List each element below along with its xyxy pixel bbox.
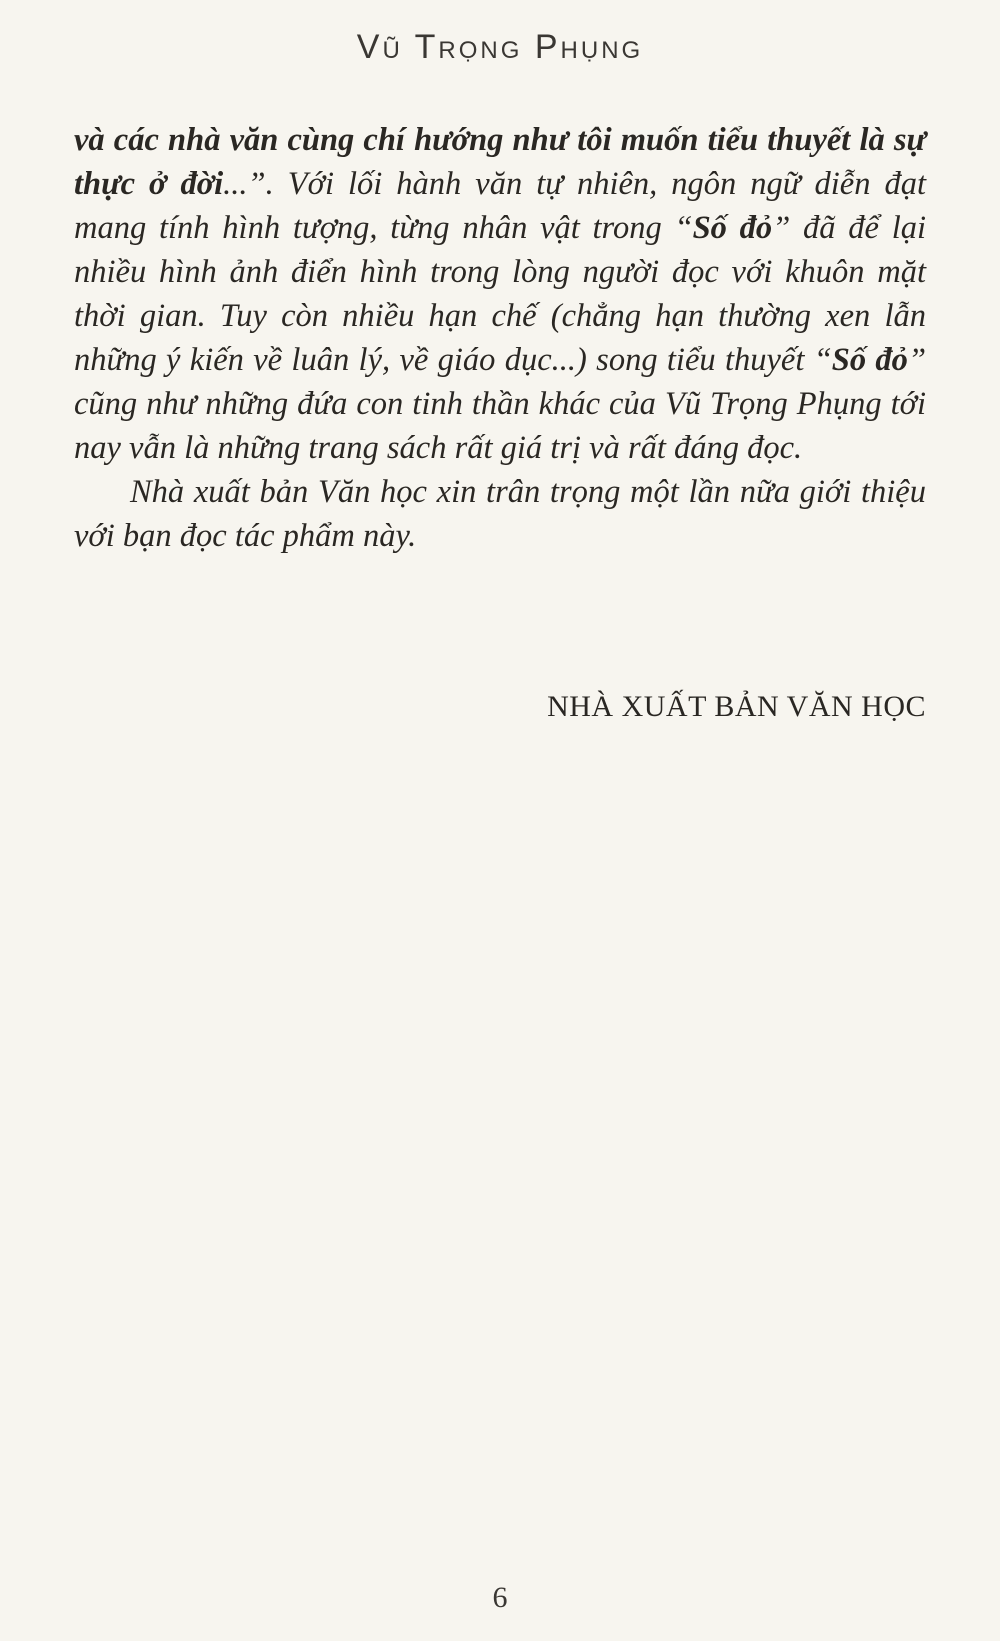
- paragraph-1-text-c: ” cũng như những đứa con tinh thần khác của Vũ Trọng Phụng tới nay vẫn là những trang sách rất giá trị và rất đáng đọc.: [74, 342, 927, 466]
- book-title: Số đỏ: [692, 210, 773, 246]
- page-number: 6: [492, 1581, 508, 1614]
- paragraph-1-text-b: ” đã để lại nhiều hình ảnh điển hình trong lòng người đọc với khuôn mặt thời gian. Tuy còn nhiều hạn chế (chẳng hạn thường xen lẫn những ý kiến về luân lý, về giáo dục...) song tiểu thuyết “: [74, 210, 927, 378]
- running-header: Vũ Trọng Phụng: [356, 28, 644, 66]
- paragraph-2: Nhà xuất bản Văn học xin trân trọng một lần nữa giới thiệu với bạn đọc tác phẩm này.: [74, 474, 926, 554]
- body-text: [74, 118, 926, 558]
- quote-bold-text: và các nhà văn cùng chí hướng như tôi muốn tiểu thuyết là sự thực ở đời: [74, 122, 926, 202]
- publisher-signature: NHÀ XUẤT BẢN VĂN HỌC: [547, 690, 926, 723]
- paragraph-1: [74, 118, 926, 470]
- paragraph-1-text-a: ...”. Với lối hành văn tự nhiên, ngôn ngữ diễn đạt mang tính hình tượng, từng nhân vật trong “: [74, 166, 926, 246]
- book-title: Số đỏ: [831, 342, 908, 378]
